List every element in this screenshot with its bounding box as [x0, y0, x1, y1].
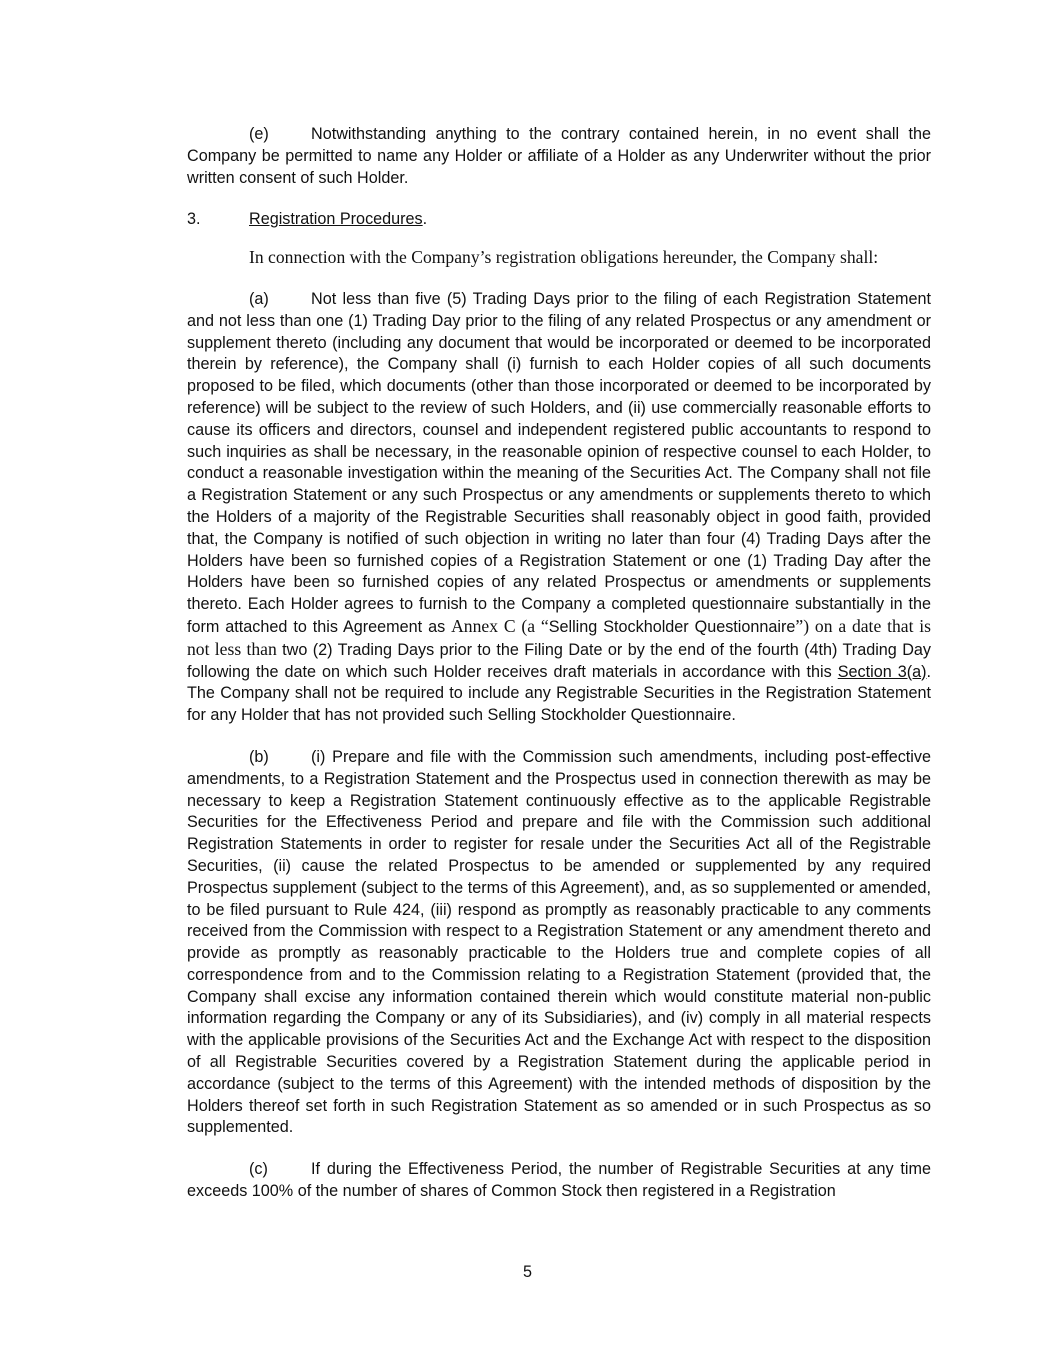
- paragraph-a-serif-1: Annex C (a “: [451, 615, 549, 636]
- section-heading: [187, 209, 931, 231]
- paragraph-a-label: (a): [249, 289, 269, 308]
- paragraph-a: [187, 289, 931, 727]
- paragraph-c-text: If during the Effectiveness Period, the number of Registrable Securities at any time exceeds 100% of the number of shares of Common Stock then registered in a Registration: [187, 1160, 931, 1201]
- section-title-suffix: .: [422, 210, 428, 229]
- paragraph-a-text-4: . The Company shall not be required to include any Registrable Securities in the Registration Statement for any Holder that has not provided such Selling Stockholder Questionnaire.: [187, 662, 932, 725]
- paragraph-e: [187, 124, 931, 189]
- page-number: 5: [522, 1263, 532, 1281]
- paragraph-b-text: (i) Prepare and file with the Commission such amendments, including post-effective amendments, to a Registration Statement and the Prospectus used in connection therewith as may be necessary to keep a Registration Statement continuously effective as to the applicable Registrable Securities for the Effectiveness Period and prepare and file with the Commission such additional Registration Statements in order to register for resale under the Securities Act all of the Registrable Securities, (ii) cause the related Prospectus to be amended or supplemented by any required Prospectus supplement (subject to the terms of this Agreement), and, as so supplemented or amended, to be filed pursuant to Rule 424, (iii) respond as promptly as reasonably practicable to any comments received from the Commission with respect to a Registration Statement or any amendment thereto and provide as promptly as reasonably practicable to the Holders true and complete copies of all correspondence from and to the Commission relating to a Registration Statement (provided that, the Company shall excise any information contained therein which would constitute material non-public information regarding the Company or any of its Subsidiaries), and (iv) comply in all material respects with the applicable provisions of the Securities Act and the Exchange Act with respect to the disposition of all Registrable Securities covered by a Registration Statement during the applicable period in accordance (subject to the terms of this Agreement) with the intended methods of disposition by the Holders thereof set forth in such Registration Statement as so amended or in such Prospectus as so supplemented.: [187, 747, 931, 1137]
- section-number: 3.: [187, 210, 201, 229]
- paragraph-a-serif-2: ”) on a date that is not less than: [187, 615, 932, 659]
- paragraph-b-label: (b): [249, 747, 269, 766]
- paragraph-e-label: (e): [249, 125, 269, 143]
- paragraph-c: [187, 1159, 931, 1203]
- intro-sentence: In connection with the Company’s registration obligations hereunder, the Company shall:: [249, 247, 879, 268]
- document-body: [187, 124, 931, 1203]
- paragraph-a-text-2: Selling Stockholder Questionnaire: [548, 617, 796, 636]
- paragraph-a-text-1: Not less than five (5) Trading Days prior to the filing of each Registration Statement and not less than one (1) Trading Day prior to the filing of any related Prospectus or any amendment or supplement thereto (including any document that would be incorporated or deemed to be incorporated therein by reference), the Company shall (i) furnish to each Holder copies of all such documents proposed to be filed, which documents (other than those incorporated or deemed to be incorporated by reference) will be subject to the review of such Holders, and (ii) use commercially reasonable efforts to cause its officers and directors, counsel and independent registered public accountants to respond to such inquiries as shall be necessary, in the reasonable opinion of respective counsel to each Holder, to conduct a reasonable investigation within the meaning of the Securities Act. The Company shall not file a Registration Statement or any such Prospectus or any amendments or supplements thereto to which the Holders of a majority of the Registrable Securities shall reasonably object in good faith, provided that, the Company is notified of such objection in writing no later than four (4) Trading Days after the Holders have been so furnished copies of a Registration Statement or one (1) Trading Day after the Holders have been so furnished copies of any related Prospectus or amendments or supplements thereto. Each Holder agrees to furnish to the Company a completed questionnaire substantially in the form attached to this Agreement as: [187, 289, 931, 636]
- paragraph-e-text: Notwithstanding anything to the contrary contained herein, in no event shall the Company be permitted to name any Holder or affiliate of a Holder as any Underwriter without the prior written consent of such Holder.: [187, 125, 931, 187]
- paragraph-c-label: (c): [249, 1160, 268, 1179]
- paragraph-b: [187, 747, 931, 1139]
- section-title: Registration Procedures: [249, 210, 423, 229]
- paragraph-a-text-3: two (2) Trading Days prior to the Filing Date or by the end of the fourth (4th) Trading Day following the date on which such Holder receives draft materials in accordance with this: [187, 640, 931, 681]
- section-3a-reference: Section 3(a): [837, 662, 927, 681]
